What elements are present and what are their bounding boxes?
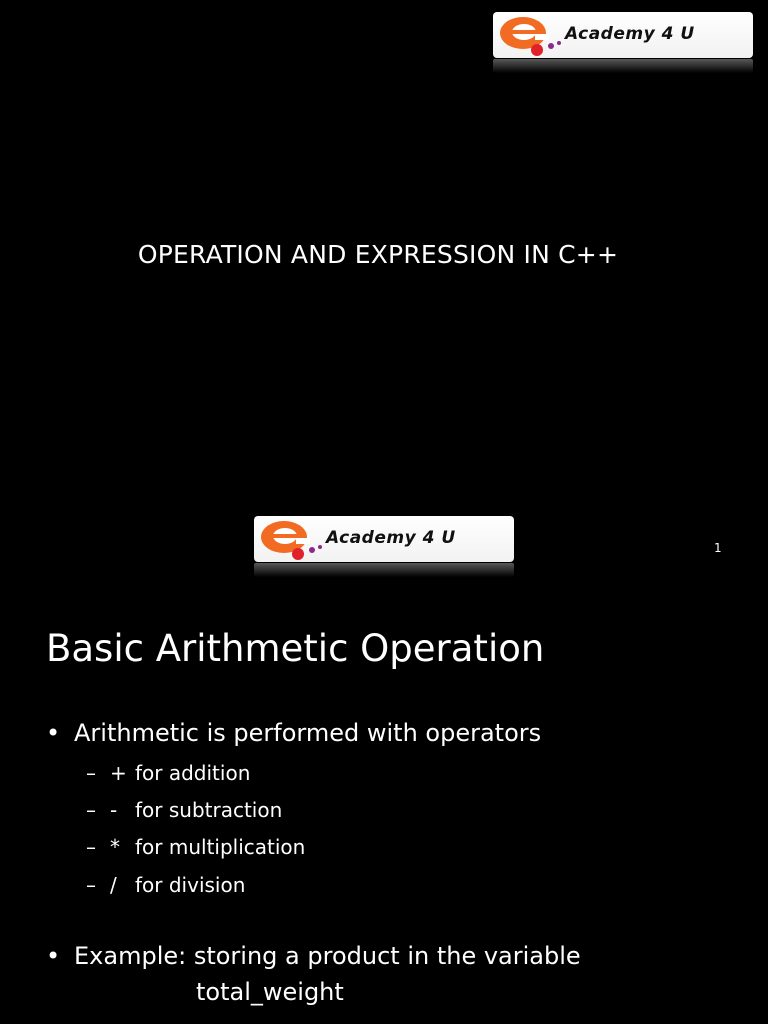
deck-title: OPERATION AND EXPRESSION IN C++ (137, 240, 619, 269)
operator-description: for addition (135, 761, 251, 785)
logo-text: Academy 4 U (326, 528, 456, 548)
operator-symbol: * (110, 835, 120, 859)
bullet-item (46, 942, 581, 970)
operator-item (86, 835, 305, 859)
operator-description: for subtraction (135, 798, 283, 822)
sub-bullet-dash: – (86, 798, 96, 822)
operator-symbol: - (110, 798, 118, 822)
operator-description: for division (135, 873, 246, 897)
bullet-marker: • (46, 719, 61, 747)
sub-bullet-dash: – (86, 835, 96, 859)
content-slide (0, 590, 768, 1024)
bullet-continuation: total_weight (196, 978, 344, 1006)
eacademy-logo-bottom (254, 516, 514, 564)
logo-reflection (493, 59, 753, 73)
slide-heading: Basic Arithmetic Operation (46, 627, 545, 670)
operator-item (86, 873, 245, 897)
e-logo-icon (493, 12, 573, 60)
operator-description: for multiplication (135, 835, 306, 859)
operator-symbol: / (110, 873, 117, 897)
operator-item (86, 798, 282, 822)
sub-bullet-dash: – (86, 761, 96, 785)
operator-symbol: + (110, 761, 127, 785)
logo-text: Academy 4 U (565, 24, 695, 44)
bullet-marker: • (46, 942, 61, 970)
logo-reflection (254, 563, 514, 577)
eacademy-logo (493, 12, 753, 60)
bullet-item (46, 719, 541, 747)
bullet-text: Example: storing a product in the variable (74, 942, 581, 970)
e-logo-icon (254, 516, 334, 564)
slide-number: 1 (714, 541, 722, 555)
bullet-text: Arithmetic is performed with operators (74, 719, 542, 747)
sub-bullet-dash: – (86, 873, 96, 897)
operator-item (86, 761, 250, 785)
